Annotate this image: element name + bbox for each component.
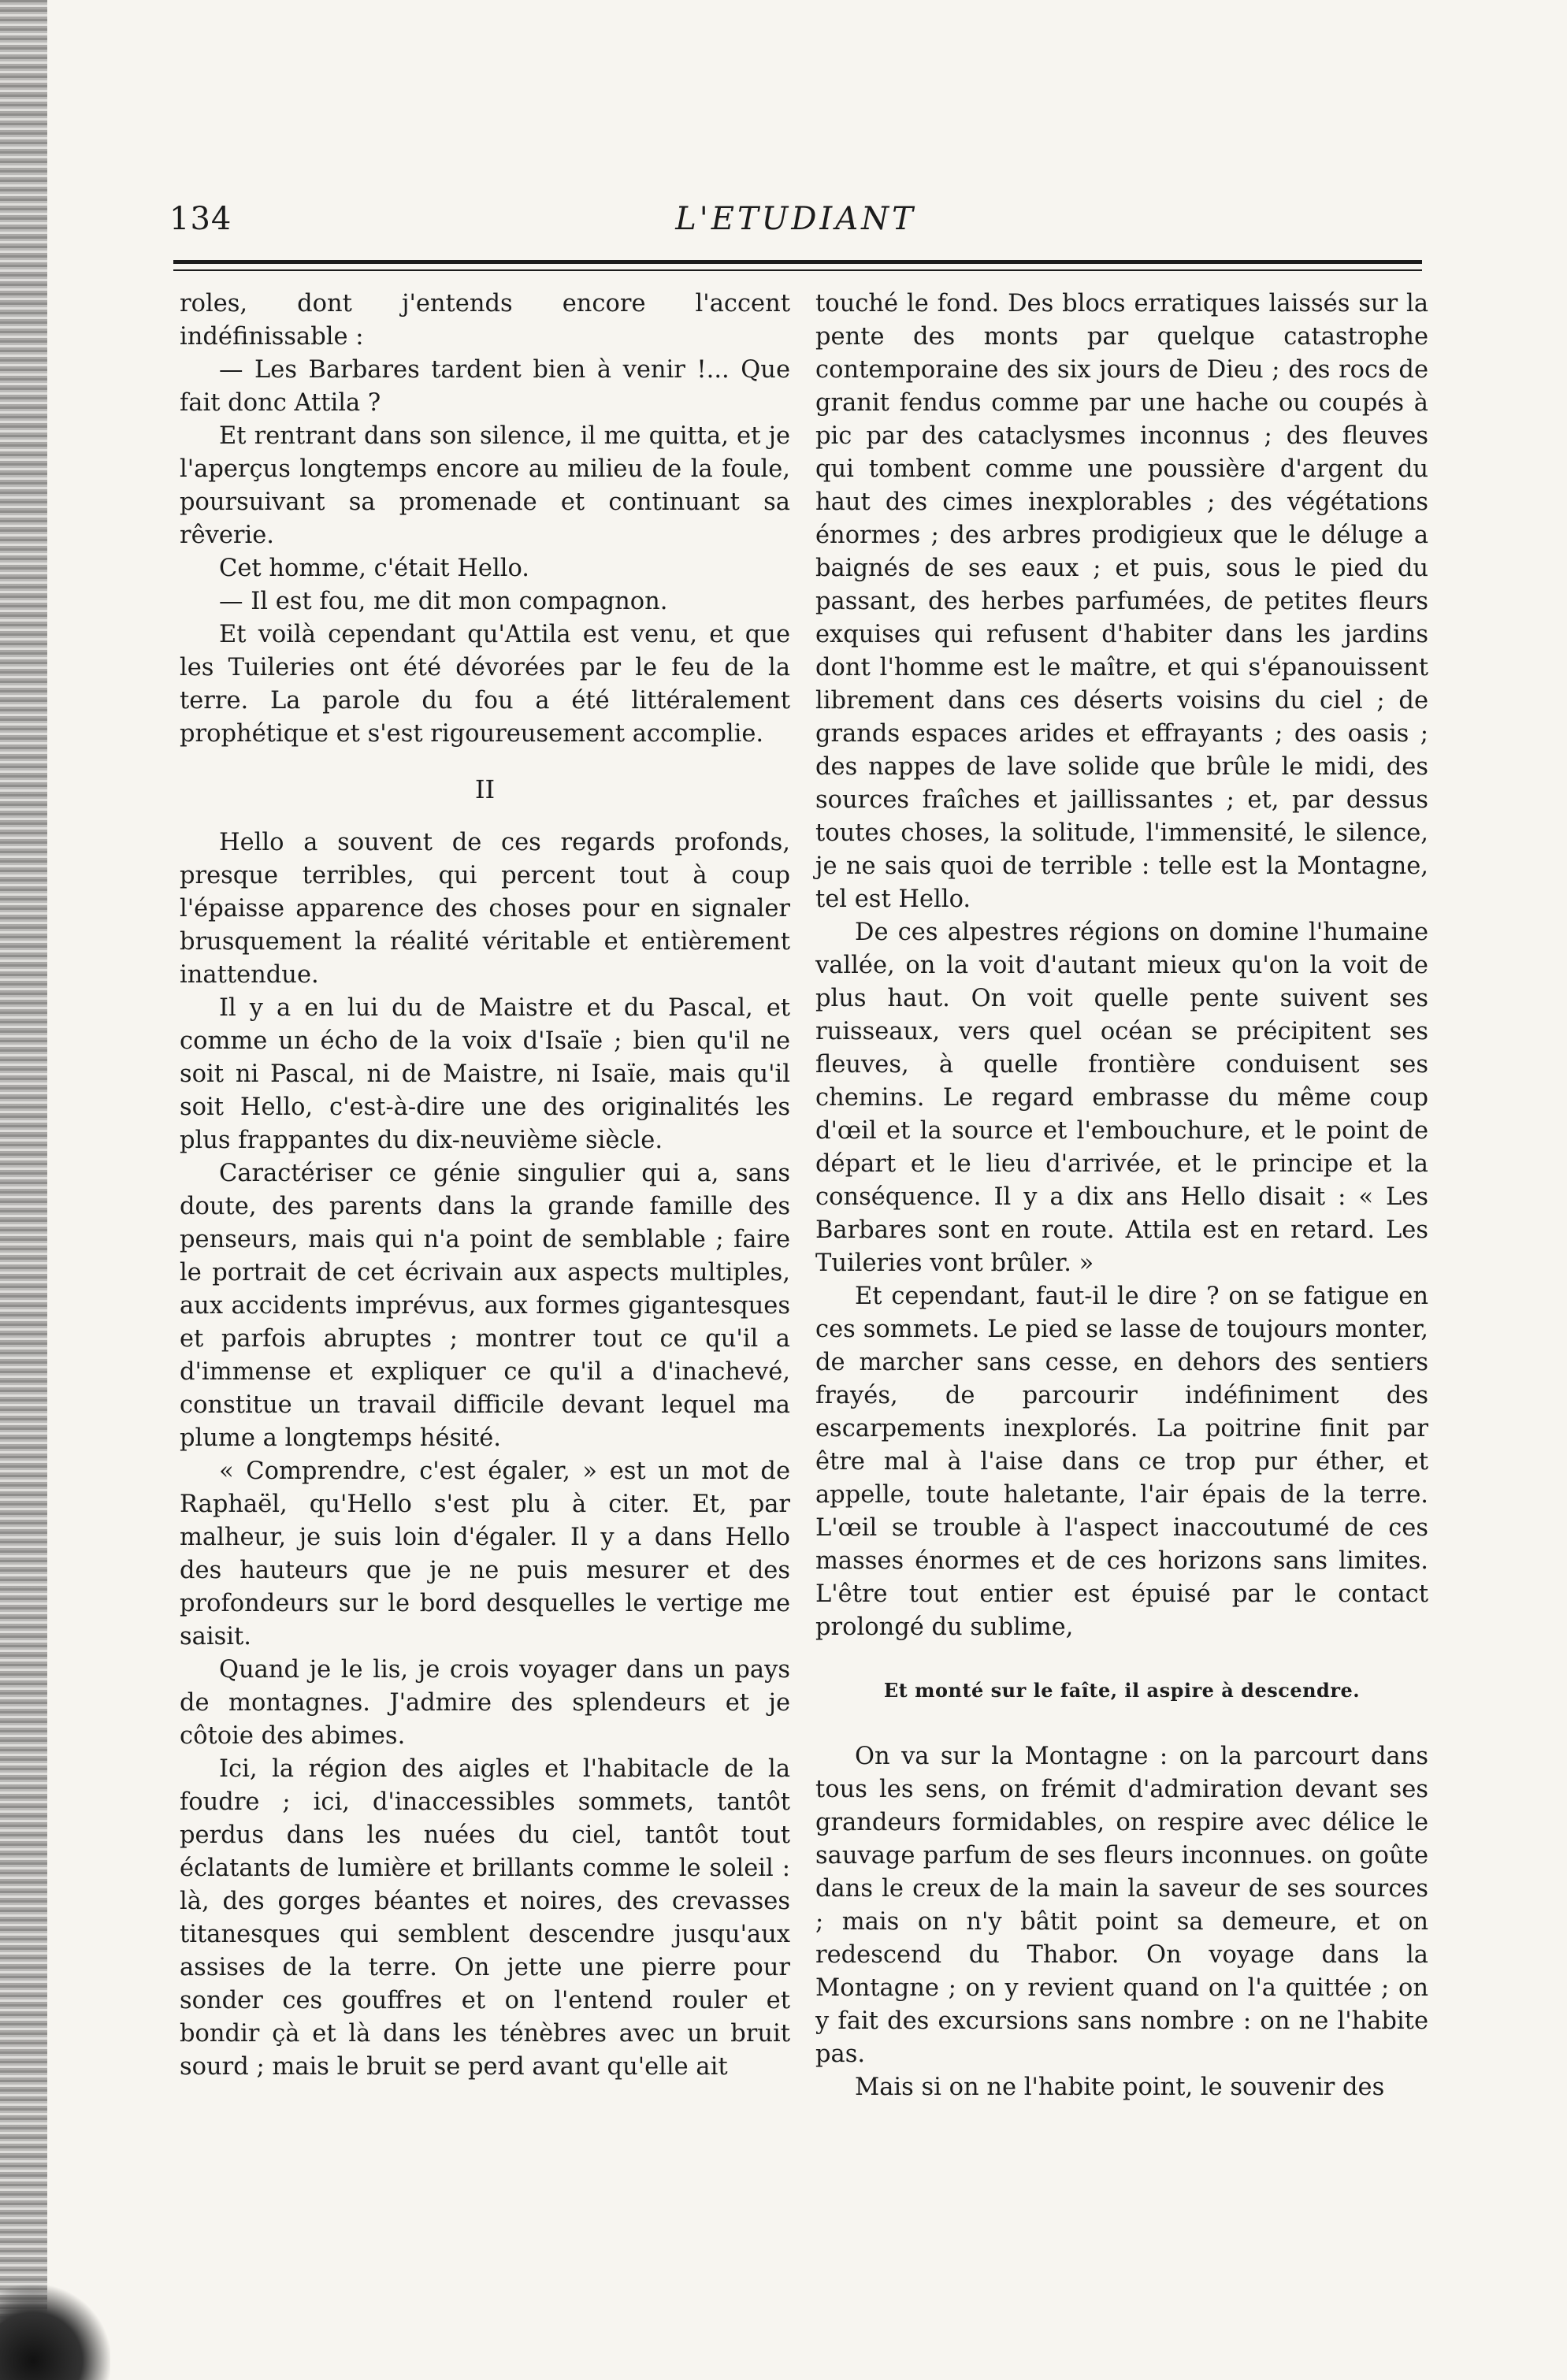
- left-column: [180, 288, 790, 2084]
- page-number: 134: [169, 201, 232, 237]
- paragraph: — Les Barbares tardent bien à venir !... Que fait donc Attila ?: [180, 356, 790, 417]
- right-column: [815, 288, 1428, 2104]
- paragraph: Hello a souvent de ces regards profonds, presque terribles, qui percent tout à coup l'épaisse apparence des choses pour en signaler brusquement la réalité véritable et entièrement inattendue.: [180, 829, 790, 989]
- paragraph: Et cependant, faut-il le dire ? on se fatigue en ces sommets. Le pied se lasse de toujours monter, de marcher sans cesse, en dehors des sentiers frayés, de parcourir indéfiniment des escarpements inexplorés. La poitrine finit par être mal à l'aise dans ce trop pur éther, et appelle, toute haletante, l'air épais de la terre. L'œil se trouble à l'aspect inaccoutumé de ces masses énormes et de ces horizons sans limites. L'être tout entier est épuisé par le contact prolongé du sublime,: [815, 1283, 1428, 1641]
- paragraph: Cet homme, c'était Hello.: [219, 555, 529, 582]
- paragraph: « Comprendre, c'est égaler, » est un mot de Raphaël, qu'Hello s'est plu à citer. Et, par malheur, je suis loin d'égaler. Il y a dans Hello des hauteurs que je ne puis mesurer et des profondeurs sur le bord desquelles le vertige me saisit.: [180, 1457, 790, 1650]
- verse-quotation: Et monté sur le faîte, il aspire à descendre.: [883, 1679, 1361, 1702]
- section-number: II: [474, 774, 496, 804]
- paragraph: On va sur la Montagne : on la parcourt dans tous les sens, on frémit d'admiration devant ses grandeurs formidables, on respire avec délice le sauvage parfum de ses fleurs inconnues. on goûte dans le creux de la main la saveur de ses sources ; mais on n'y bâtit point sa demeure, et on redescend du Thabor. On voyage dans la Montagne ; on y revient quand on l'a quittée ; on y fait des excursions sans nombre : on ne l'habite pas.: [815, 1743, 1428, 2068]
- corner-ink-blot: [0, 2285, 110, 2380]
- paragraph: — Il est fou, me dit mon compagnon.: [219, 588, 668, 615]
- paragraph: Et voilà cependant qu'Attila est venu, et que les Tuileries ont été dévorées par le feu de la terre. La parole du fou a été littéralement prophétique et s'est rigoureusement accomplie.: [180, 621, 790, 748]
- paragraph: Ici, la région des aigles et l'habitacle de la foudre ; ici, d'inaccessibles sommets, tantôt perdus dans les nuées du ciel, tantôt tout éclatants de lumière et brillants comme le soleil : là, des gorges béantes et noires, des crevasses titanesques qui semblent descendre jusqu'aux assises de la terre. On jette une pierre pour sonder ces gouffres et on l'entend rouler et bondir çà et là dans les ténèbres avec un bruit sourd ; mais le bruit se perd avant qu'elle ait: [180, 1755, 790, 2081]
- header-rule-thick: [173, 260, 1422, 264]
- paragraph: De ces alpestres régions on domine l'humaine vallée, on la voit d'autant mieux qu'on la voit de plus haut. On voit quelle pente suivent ses ruisseaux, vers quel océan se précipitent ses fleuves, à quelle frontière conduisent ses chemins. Le regard embrasse du même coup d'œil et la source et l'embouchure, et le point de départ et le lieu d'arrivée, et le principe et la conséquence. Il y a dix ans Hello disait : « Les Barbares sont en route. Attila est en retard. Les Tuileries vont brûler. »: [815, 919, 1428, 1277]
- paragraph: Mais si on ne l'habite point, le souvenir des: [855, 2074, 1385, 2101]
- paragraph: touché le fond. Des blocs erratiques laissés sur la pente des monts par quelque catastrophe contemporaine des six jours de Dieu ; des rocs de granit fendus comme par une hache ou coupés à pic par des cataclysmes inconnus ; des fleuves qui tombent comme une poussière d'argent du haut des cimes inexplorables ; des végétations énormes ; des arbres prodigieux que le déluge a baignés de ses eaux ; et puis, sous le pied du passant, des herbes parfumées, de petites fleurs exquises qui refusent d'habiter dans les jardins dont l'homme est le maître, et qui s'épanouissent librement dans ces déserts voisins du ciel ; de grands espaces arides et effrayants ; des oasis ; des nappes de lave solide que brûle le midi, des sources fraîches et jaillissantes ; et, par dessus toutes choses, la solitude, l'immensité, le silence, je ne sais quoi de terrible : telle est la Montagne, tel est Hello.: [815, 290, 1428, 913]
- running-title: L'ETUDIANT: [675, 201, 916, 237]
- paragraph: roles, dont j'entends encore l'accent indéfinissable :: [180, 290, 790, 351]
- paragraph: Quand je le lis, je crois voyager dans un pays de montagnes. J'admire des splendeurs et je côtoie des abimes.: [180, 1656, 790, 1750]
- paragraph: Il y a en lui du de Maistre et du Pascal, et comme un écho de la voix d'Isaïe ; bien qu'il ne soit ni Pascal, ni de Maistre, ni Isaïe, mais qu'il soit Hello, c'est-à-dire une des originalités les plus frappantes du dix-neuvième siècle.: [180, 994, 790, 1154]
- binding-edge-shadow: [0, 0, 47, 2380]
- header-rule-thin: [173, 269, 1422, 271]
- paragraph: Et rentrant dans son silence, il me quitta, et je l'aperçus longtemps encore au milieu de la foule, poursuivant sa promenade et continuant sa rêverie.: [180, 422, 790, 549]
- page-header: [169, 201, 1422, 248]
- paragraph: Caractériser ce génie singulier qui a, sans doute, des parents dans la grande famille des penseurs, mais qui n'a point de semblable ; faire le portrait de cet écrivain aux aspects multiples, aux accidents imprévus, aux formes gigantesques et parfois abruptes ; montrer tout ce qu'il a d'immense et expliquer ce qu'il a d'inachevé, constitue un travail difficile devant lequel ma plume a longtemps hésité.: [180, 1160, 790, 1452]
